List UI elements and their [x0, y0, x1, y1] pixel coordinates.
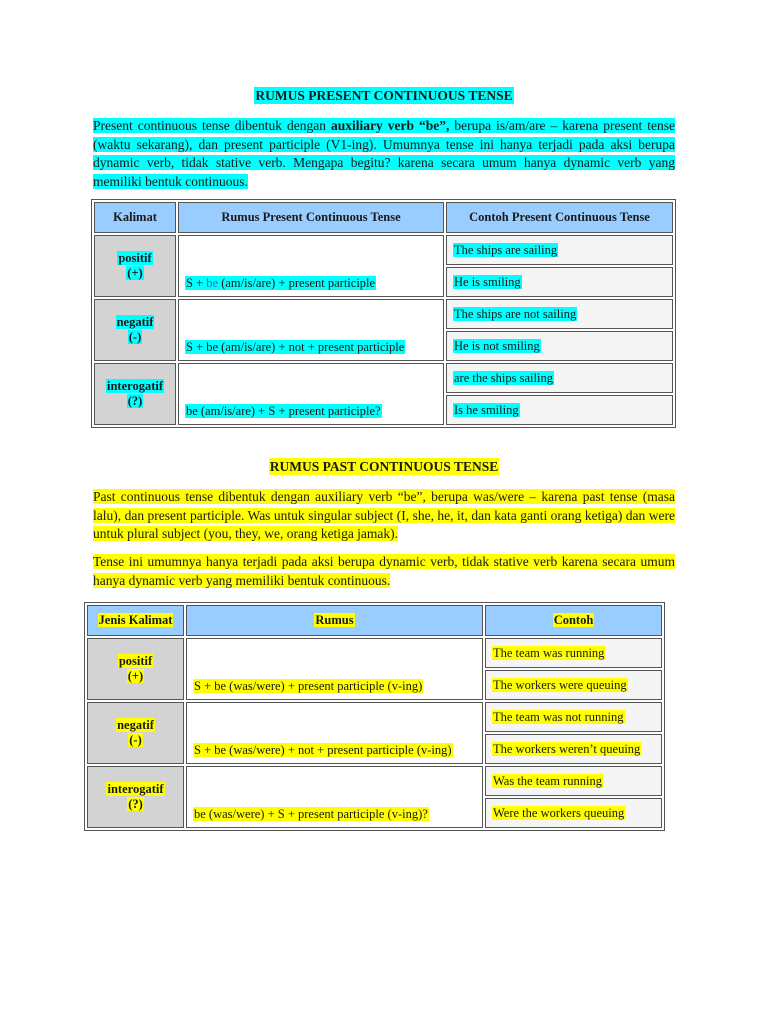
- past-title: RUMUS PAST CONTINUOUS TENSE: [269, 459, 499, 474]
- example-cell: Were the workers queuing: [485, 798, 662, 828]
- example-cell: are the ships sailing: [446, 363, 673, 393]
- example-cell: The workers weren’t queuing: [485, 734, 662, 764]
- formula-cell: be (was/were) + S + present participle (v-ing)?: [186, 766, 483, 828]
- sentence-type-negatif: negatif (-): [87, 702, 184, 764]
- present-formula-table: [91, 199, 676, 428]
- formula-cell: S + be (am/is/are) + not + present participle: [178, 299, 444, 361]
- header-rumus: Rumus Present Continuous Tense: [178, 202, 444, 233]
- example-cell: The team was not running: [485, 702, 662, 732]
- example-cell: He is smiling: [446, 267, 673, 297]
- table-header-row: [87, 605, 662, 636]
- past-note-paragraph: Tense ini umumnya hanya terjadi pada aksi berupa dynamic verb, tidak stative verb karena secara umum hanya dynamic verb yang memiliki bentuk continuous.: [93, 554, 675, 588]
- past-intro-paragraph: Past continuous tense dibentuk dengan auxiliary verb “be”, berupa was/were – karena past tense (masa lalu), dan present participle. Was untuk singular subject (I, she, he, it, dan kata ganti orang ketiga) dan were untuk plural subject (you, they, we, orang ketiga jamak).: [93, 489, 675, 541]
- table-row: [87, 766, 662, 796]
- formula-cell: S + be (am/is/are) + present participle: [178, 235, 444, 297]
- sentence-type-positif: positif (+): [87, 638, 184, 700]
- table-row: [87, 702, 662, 732]
- example-cell: Is he smiling: [446, 395, 673, 425]
- header-rumus: Rumus: [186, 605, 483, 636]
- example-cell: The team was running: [485, 638, 662, 668]
- table-row: [94, 235, 673, 265]
- formula-cell: be (am/is/are) + S + present participle?: [178, 363, 444, 425]
- header-contoh: Contoh Present Continuous Tense: [446, 202, 673, 233]
- table-row: [94, 299, 673, 329]
- header-jenis-kalimat: Jenis Kalimat: [87, 605, 184, 636]
- example-cell: He is not smiling: [446, 331, 673, 361]
- table-row: [94, 363, 673, 393]
- sentence-type-interogatif: interogatif (?): [87, 766, 184, 828]
- sentence-type-interogatif: interogatif (?): [94, 363, 176, 425]
- table-header-row: [94, 202, 673, 233]
- example-cell: The workers were queuing: [485, 670, 662, 700]
- sentence-type-negatif: negatif (-): [94, 299, 176, 361]
- past-formula-table: [84, 602, 665, 831]
- header-contoh: Contoh: [485, 605, 662, 636]
- sentence-type-positif: positif (+): [94, 235, 176, 297]
- formula-cell: S + be (was/were) + not + present participle (v-ing): [186, 702, 483, 764]
- formula-cell: S + be (was/were) + present participle (v-ing): [186, 638, 483, 700]
- present-title: RUMUS PRESENT CONTINUOUS TENSE: [255, 88, 513, 103]
- example-cell: The ships are sailing: [446, 235, 673, 265]
- example-cell: The ships are not sailing: [446, 299, 673, 329]
- header-kalimat: Kalimat: [94, 202, 176, 233]
- present-intro-paragraph: Present continuous tense dibentuk dengan auxiliary verb “be”, berupa is/am/are – karena present tense (waktu sekarang), dan present participle (V1-ing). Umumnya tense ini hanya terjadi pada aksi berupa dynamic verb, tidak stative verb. Mengapa begitu? karena secara umum hanya dynamic verb yang memiliki bentuk continuous.: [93, 118, 675, 189]
- table-row: [87, 638, 662, 668]
- example-cell: Was the team running: [485, 766, 662, 796]
